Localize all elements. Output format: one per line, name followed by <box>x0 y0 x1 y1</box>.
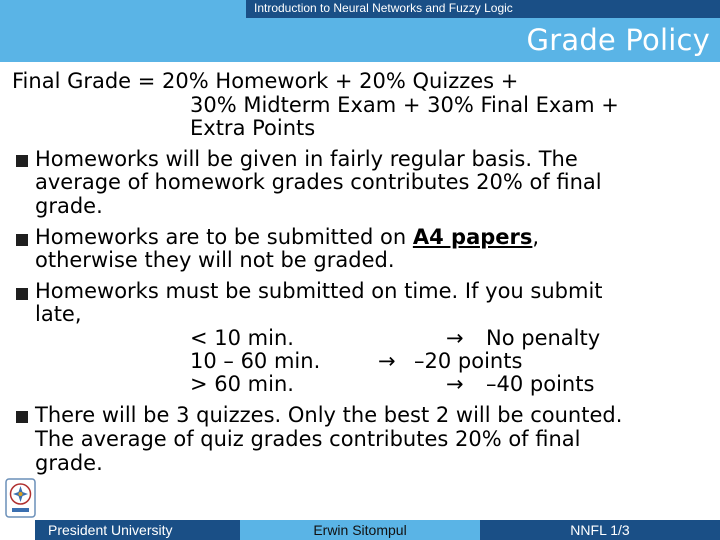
square-bullet-icon <box>16 155 28 167</box>
bullet1-line-1: Homeworks will be given in fairly regular basis. The <box>35 147 578 171</box>
slide-content <box>0 68 720 478</box>
footer-author: Erwin Sitompul <box>240 520 480 540</box>
right-arrow-icon: → <box>446 326 464 350</box>
bullet2-line-2: otherwise they will not be graded. <box>35 248 395 272</box>
right-arrow-icon: → <box>446 372 464 396</box>
footer-course-code: NNFL 1/3 <box>480 520 720 540</box>
course-title: Introduction to Neural Networks and Fuzzy Logic <box>246 0 720 18</box>
formula-line-2: 30% Midterm Exam + 30% Final Exam + <box>190 93 619 117</box>
bullet2-comma: , <box>532 225 540 249</box>
footer <box>0 520 720 540</box>
penalty-result: No penalty <box>486 326 601 350</box>
bullet2-text: Homeworks are to be submitted on <box>35 225 413 249</box>
bullet4-line-2: The average of quiz grades contributes 20% of final <box>35 427 581 451</box>
penalty-time: < 10 min. <box>190 326 294 350</box>
bullet3-line-1: Homeworks must be submitted on time. If you submit <box>35 279 603 303</box>
footer-university: President University <box>35 520 240 540</box>
bullet4-line-1: There will be 3 quizzes. Only the best 2 will be counted. <box>35 403 623 427</box>
bullet1-line-2: average of homework grades contributes 20% of final <box>35 170 602 194</box>
penalty-time: 10 – 60 min. <box>190 349 321 373</box>
penalty-result: –40 points <box>486 372 595 396</box>
university-logo <box>5 478 36 518</box>
square-bullet-icon <box>16 234 28 246</box>
bullet3-line-2: late, <box>35 302 82 326</box>
square-bullet-icon <box>16 288 28 300</box>
penalty-time: > 60 min. <box>190 372 294 396</box>
bullet2-line-1 <box>35 226 539 249</box>
right-arrow-icon: → <box>378 349 396 373</box>
formula-line-3: Extra Points <box>190 116 316 140</box>
a4-papers-emphasis: A4 papers <box>412 225 533 249</box>
penalty-result: –20 points <box>414 349 523 373</box>
formula-line-1: Final Grade = 20% Homework + 20% Quizzes + <box>12 69 519 93</box>
bullet4-line-3: grade. <box>35 451 103 475</box>
square-bullet-icon <box>16 411 28 423</box>
slide-title: Grade Policy <box>526 23 710 57</box>
bullet1-line-3: grade. <box>35 194 103 218</box>
